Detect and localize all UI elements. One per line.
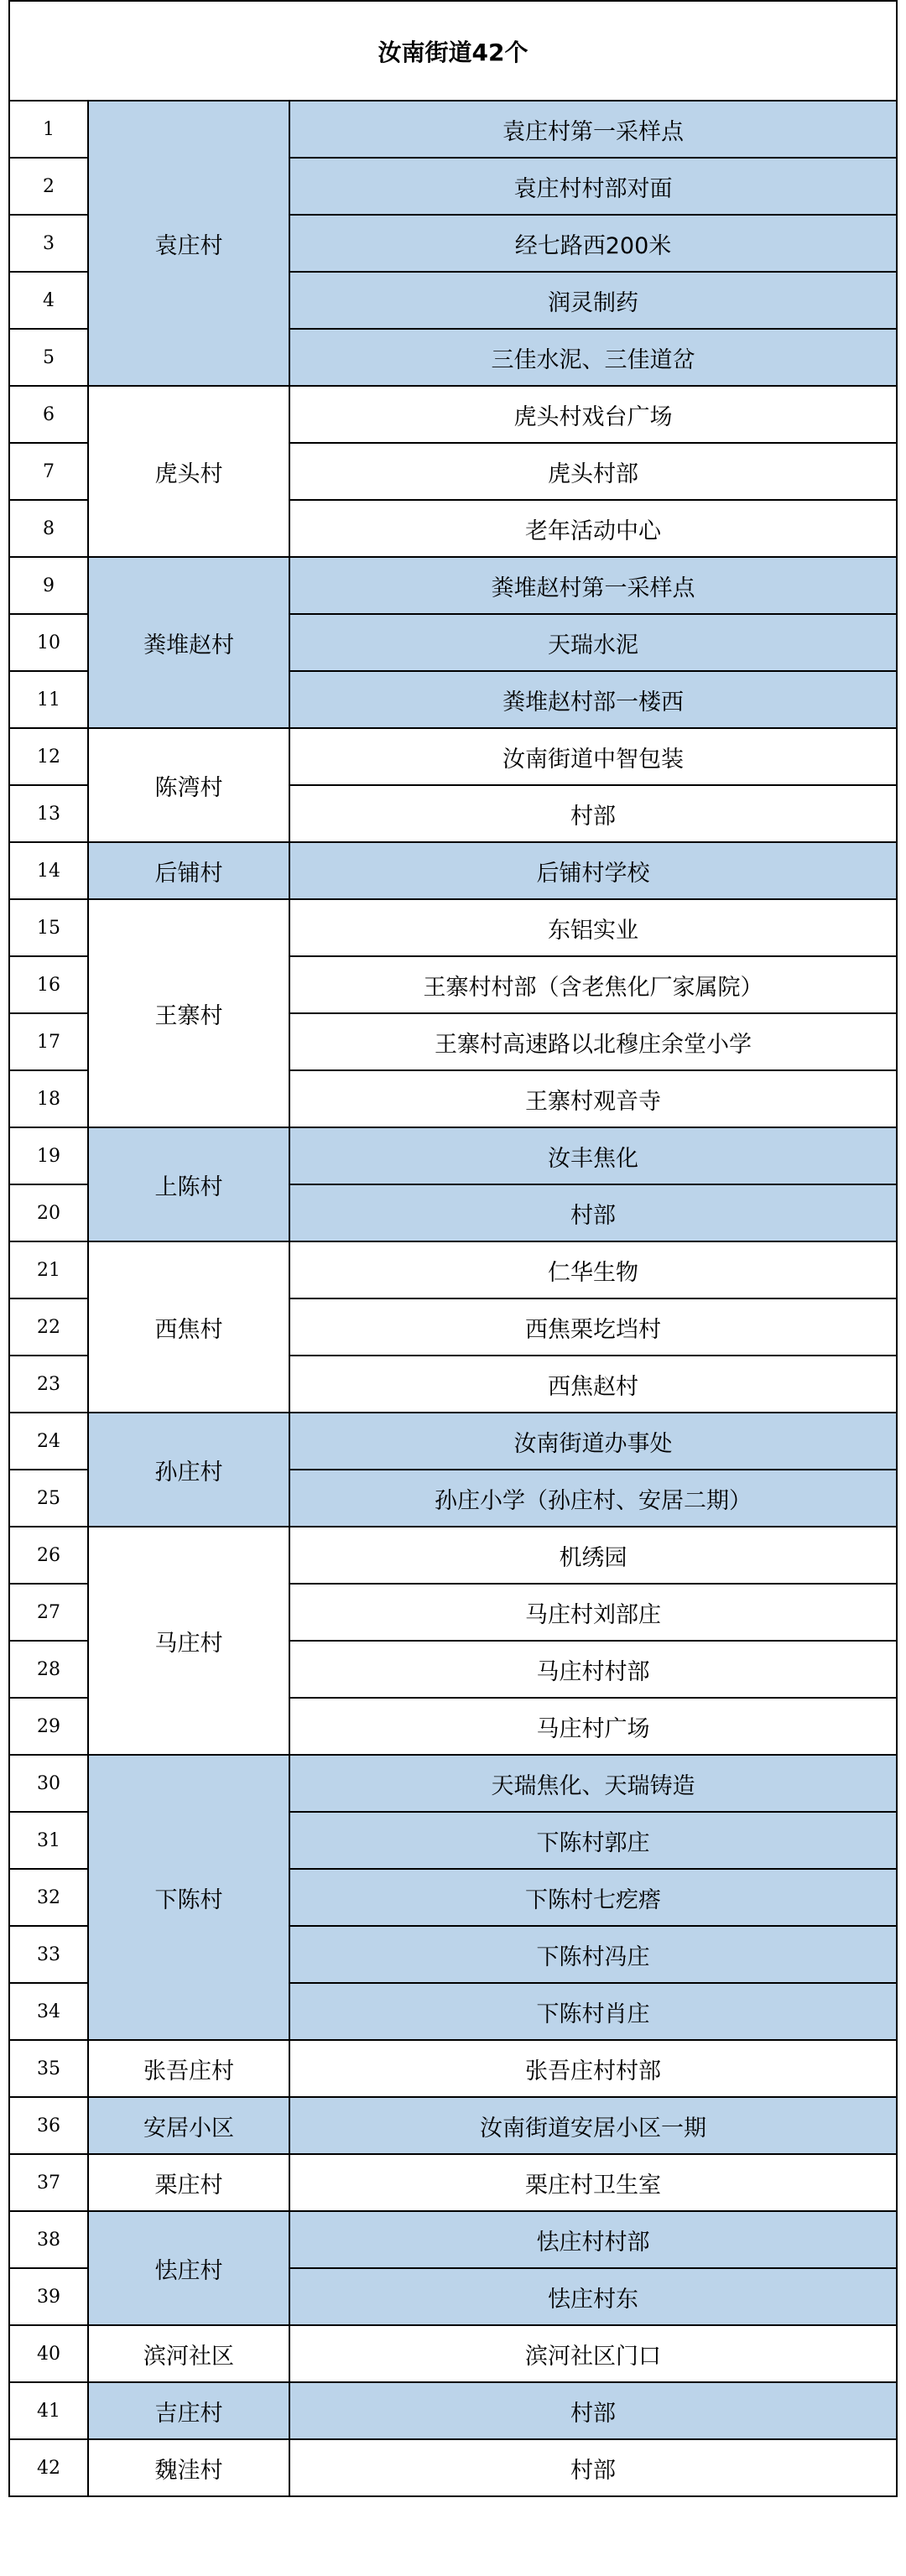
row-number: 20 xyxy=(9,1184,88,1241)
row-number: 27 xyxy=(9,1584,88,1641)
village-name: 吉庄村 xyxy=(88,2382,289,2439)
row-number: 18 xyxy=(9,1070,88,1127)
village-name: 下陈村 xyxy=(88,1755,289,2040)
sampling-site: 村部 xyxy=(289,2439,897,2496)
row-number: 5 xyxy=(9,329,88,386)
sampling-site: 王寨村高速路以北穆庄余堂小学 xyxy=(289,1013,897,1070)
sampling-site: 经七路西200米 xyxy=(289,215,897,272)
table-row xyxy=(9,1527,897,1584)
row-number: 14 xyxy=(9,842,88,899)
sampling-site: 王寨村观音寺 xyxy=(289,1070,897,1127)
sampling-site: 老年活动中心 xyxy=(289,500,897,557)
table-row xyxy=(9,728,897,785)
row-number: 8 xyxy=(9,500,88,557)
village-name: 怯庄村 xyxy=(88,2211,289,2325)
sampling-site: 后铺村学校 xyxy=(289,842,897,899)
sampling-site: 马庄村广场 xyxy=(289,1698,897,1755)
row-number: 38 xyxy=(9,2211,88,2268)
sampling-site: 仁华生物 xyxy=(289,1241,897,1298)
row-number: 28 xyxy=(9,1641,88,1698)
village-name: 孙庄村 xyxy=(88,1413,289,1527)
sampling-site: 村部 xyxy=(289,2382,897,2439)
sampling-site: 下陈村郭庄 xyxy=(289,1812,897,1869)
row-number: 10 xyxy=(9,614,88,671)
row-number: 17 xyxy=(9,1013,88,1070)
table-row xyxy=(9,899,897,956)
table-title: 汝南街道42个 xyxy=(9,1,897,101)
table-row xyxy=(9,2439,897,2496)
table-row xyxy=(9,2040,897,2097)
sampling-site: 天瑞焦化、天瑞铸造 xyxy=(289,1755,897,1812)
sampling-site: 虎头村部 xyxy=(289,443,897,500)
sampling-site: 西焦赵村 xyxy=(289,1356,897,1413)
village-name: 后铺村 xyxy=(88,842,289,899)
sampling-site: 汝丰焦化 xyxy=(289,1127,897,1184)
village-name: 西焦村 xyxy=(88,1241,289,1413)
sampling-sites-sheet xyxy=(8,0,898,2570)
row-number: 19 xyxy=(9,1127,88,1184)
table-row xyxy=(9,101,897,158)
sampling-site: 汝南街道安居小区一期 xyxy=(289,2097,897,2154)
row-number: 41 xyxy=(9,2382,88,2439)
sampling-site: 滨河社区门口 xyxy=(289,2325,897,2382)
sampling-site: 王寨村村部（含老焦化厂家属院） xyxy=(289,956,897,1013)
row-number: 12 xyxy=(9,728,88,785)
sampling-site: 马庄村刘部庄 xyxy=(289,1584,897,1641)
sampling-site: 西焦栗圪垱村 xyxy=(289,1298,897,1356)
village-name: 滨河社区 xyxy=(88,2325,289,2382)
sampling-site: 粪堆赵村部一楼西 xyxy=(289,671,897,728)
row-number: 1 xyxy=(9,101,88,158)
table-row xyxy=(9,2154,897,2211)
sampling-site: 三佳水泥、三佳道岔 xyxy=(289,329,897,386)
row-number: 37 xyxy=(9,2154,88,2211)
row-number: 32 xyxy=(9,1869,88,1926)
village-name: 虎头村 xyxy=(88,386,289,557)
table-row xyxy=(9,2382,897,2439)
sampling-site: 天瑞水泥 xyxy=(289,614,897,671)
table-row xyxy=(9,842,897,899)
row-number: 39 xyxy=(9,2268,88,2325)
sampling-site: 栗庄村卫生室 xyxy=(289,2154,897,2211)
table-row xyxy=(9,2097,897,2154)
table-row xyxy=(9,2211,897,2268)
village-name: 张吾庄村 xyxy=(88,2040,289,2097)
row-number: 16 xyxy=(9,956,88,1013)
row-number: 34 xyxy=(9,1983,88,2040)
row-number: 29 xyxy=(9,1698,88,1755)
row-number: 21 xyxy=(9,1241,88,1298)
row-number: 9 xyxy=(9,557,88,614)
row-number: 11 xyxy=(9,671,88,728)
sampling-site: 润灵制药 xyxy=(289,272,897,329)
village-name: 上陈村 xyxy=(88,1127,289,1241)
table-row xyxy=(9,2325,897,2382)
row-number: 42 xyxy=(9,2439,88,2496)
table-row xyxy=(9,386,897,443)
sampling-site: 马庄村村部 xyxy=(289,1641,897,1698)
village-name: 陈湾村 xyxy=(88,728,289,842)
table-row xyxy=(9,1755,897,1812)
village-name: 魏洼村 xyxy=(88,2439,289,2496)
sampling-site: 张吾庄村村部 xyxy=(289,2040,897,2097)
row-number: 6 xyxy=(9,386,88,443)
sampling-site: 机绣园 xyxy=(289,1527,897,1584)
table-row xyxy=(9,1413,897,1470)
sampling-site: 怯庄村东 xyxy=(289,2268,897,2325)
row-number: 7 xyxy=(9,443,88,500)
row-number: 4 xyxy=(9,272,88,329)
sampling-site: 东铝实业 xyxy=(289,899,897,956)
row-number: 22 xyxy=(9,1298,88,1356)
sampling-site: 下陈村肖庄 xyxy=(289,1983,897,2040)
village-name: 马庄村 xyxy=(88,1527,289,1755)
row-number: 13 xyxy=(9,785,88,842)
sampling-site: 汝南街道办事处 xyxy=(289,1413,897,1470)
table-row xyxy=(9,557,897,614)
row-number: 23 xyxy=(9,1356,88,1413)
sampling-site: 下陈村冯庄 xyxy=(289,1926,897,1983)
row-number: 3 xyxy=(9,215,88,272)
sampling-site: 下陈村七疙瘩 xyxy=(289,1869,897,1926)
sampling-site: 袁庄村村部对面 xyxy=(289,158,897,215)
title-row xyxy=(9,1,897,101)
sampling-sites-table xyxy=(8,0,898,2497)
village-name: 王寨村 xyxy=(88,899,289,1127)
sampling-site: 村部 xyxy=(289,785,897,842)
row-number: 31 xyxy=(9,1812,88,1869)
row-number: 30 xyxy=(9,1755,88,1812)
row-number: 33 xyxy=(9,1926,88,1983)
row-number: 40 xyxy=(9,2325,88,2382)
sampling-site: 村部 xyxy=(289,1184,897,1241)
row-number: 26 xyxy=(9,1527,88,1584)
village-name: 袁庄村 xyxy=(88,101,289,386)
sampling-site: 汝南街道中智包装 xyxy=(289,728,897,785)
row-number: 36 xyxy=(9,2097,88,2154)
table-row xyxy=(9,1127,897,1184)
village-name: 栗庄村 xyxy=(88,2154,289,2211)
village-name: 粪堆赵村 xyxy=(88,557,289,728)
row-number: 2 xyxy=(9,158,88,215)
sampling-site: 孙庄小学（孙庄村、安居二期） xyxy=(289,1470,897,1527)
row-number: 25 xyxy=(9,1470,88,1527)
table-row xyxy=(9,1241,897,1298)
row-number: 15 xyxy=(9,899,88,956)
row-number: 35 xyxy=(9,2040,88,2097)
village-name: 安居小区 xyxy=(88,2097,289,2154)
row-number: 24 xyxy=(9,1413,88,1470)
sampling-site: 袁庄村第一采样点 xyxy=(289,101,897,158)
sampling-site: 虎头村戏台广场 xyxy=(289,386,897,443)
sampling-site: 粪堆赵村第一采样点 xyxy=(289,557,897,614)
sampling-site: 怯庄村村部 xyxy=(289,2211,897,2268)
